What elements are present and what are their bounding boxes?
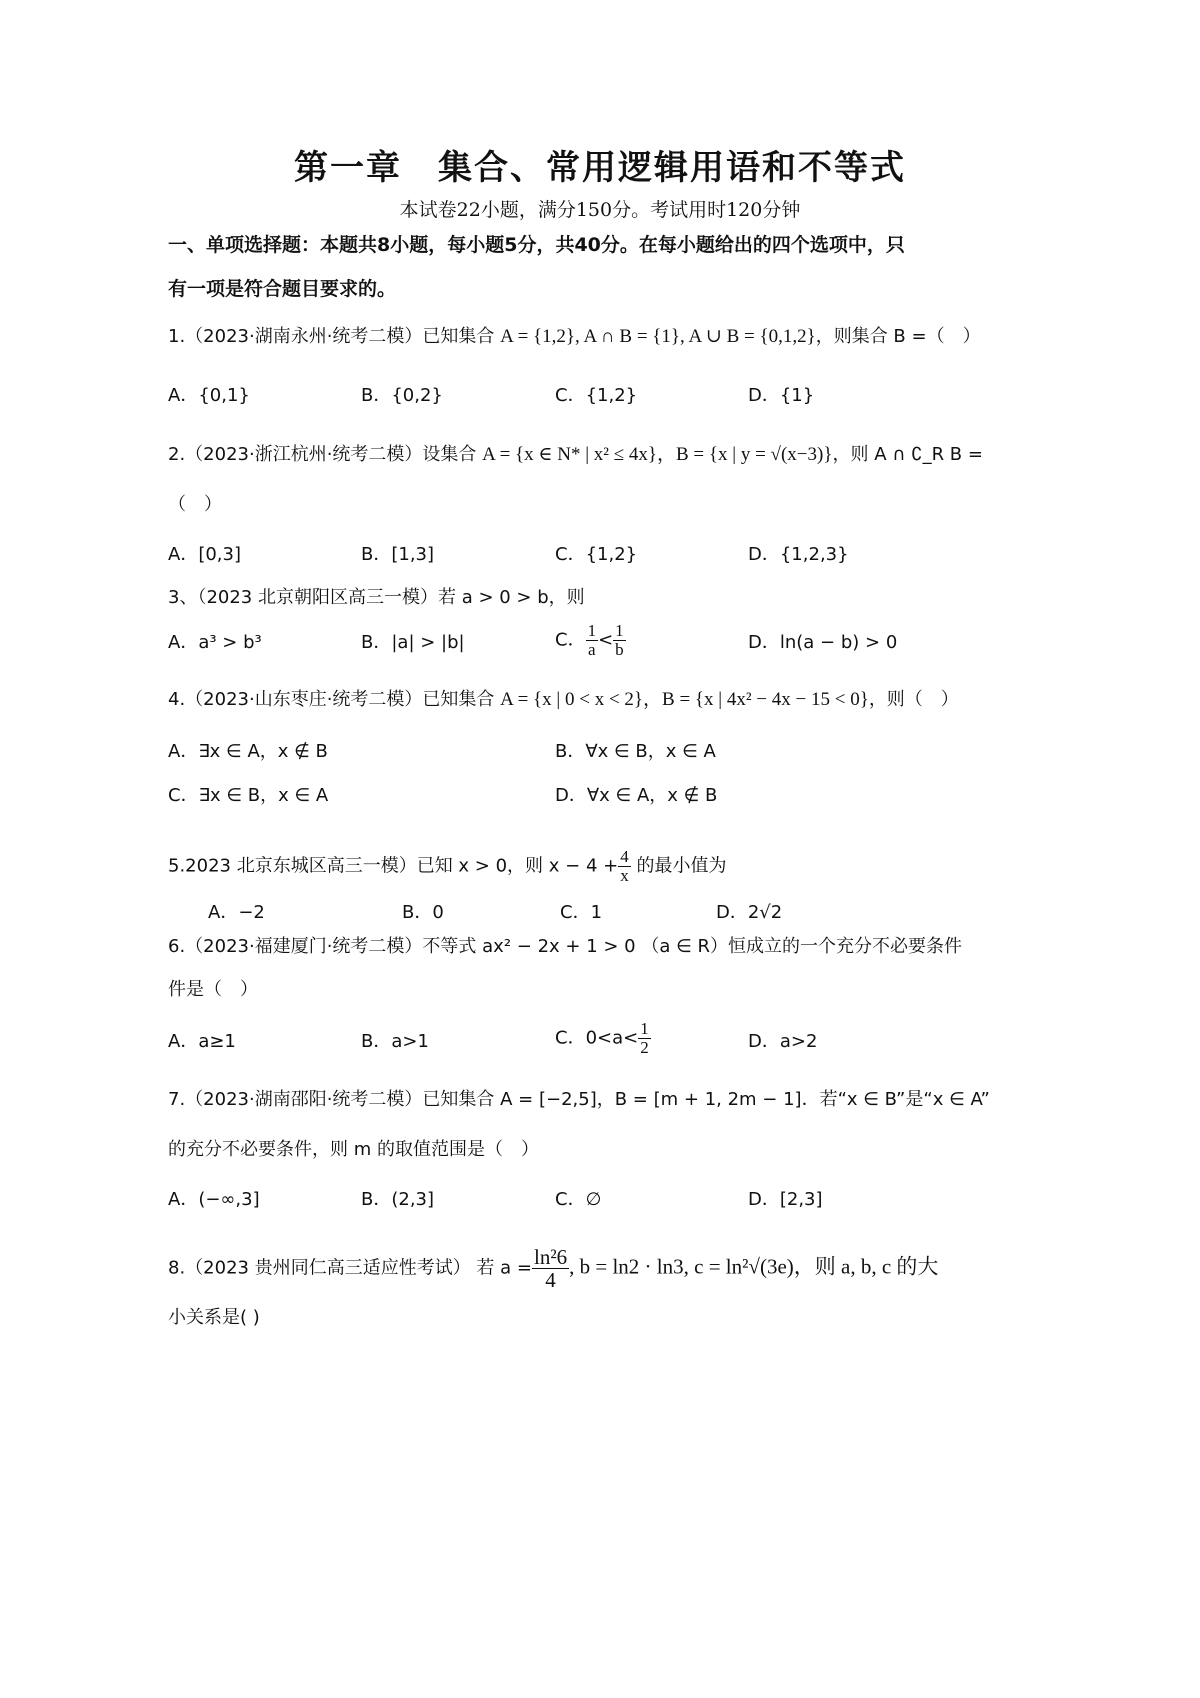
question-3: 3、（2023 北京朝阳区高三一模）若 a > 0 > b，则 xyxy=(168,587,585,608)
q3-option-c-label: C． xyxy=(555,629,586,651)
numerator: 1 xyxy=(615,621,624,640)
q5-option-b: B．0 xyxy=(402,902,444,923)
q1-tail: ，则集合 B =（ ） xyxy=(815,326,981,347)
q4-option-b: B．∀x ∈ B，x ∈ A xyxy=(555,741,716,762)
q5-option-a: A．−2 xyxy=(208,902,265,923)
denominator: x xyxy=(620,866,629,885)
question-1 xyxy=(168,325,981,349)
numerator: 1 xyxy=(640,1019,649,1038)
q2-option-d: D．{1,2,3} xyxy=(748,544,849,565)
fraction xyxy=(638,1020,651,1057)
denominator: b xyxy=(615,640,624,659)
question-2 xyxy=(168,443,983,467)
q1-option-a: A．{0,1} xyxy=(168,385,250,406)
q4-tail: ，则（ ） xyxy=(868,689,959,710)
q5-tail: 的最小值为 xyxy=(636,855,727,877)
q3-option-b: B．|a| > |b| xyxy=(361,632,465,653)
q8-tail: , b = ln2 · ln3, c = ln²√(3e)，则 a, b, c 的大 xyxy=(569,1254,939,1279)
q2-stem: 2.（2023·浙江杭州·统考二模）设集合 xyxy=(168,444,477,465)
q4-option-c: C．∃x ∈ B，x ∈ A xyxy=(168,785,329,806)
question-8 xyxy=(168,1246,938,1291)
q4-option-d: D．∀x ∈ A，x ∉ B xyxy=(555,785,718,806)
q2-option-b: B．[1,3] xyxy=(361,544,435,565)
question-4 xyxy=(168,688,959,712)
exam-info: 本试卷22小题，满分150分。考试用时120分钟 xyxy=(399,199,801,221)
q1-option-c: C．{1,2} xyxy=(555,385,638,406)
q7-option-a: A．(−∞,3] xyxy=(168,1189,260,1210)
q8-cont: 小关系是( ) xyxy=(168,1307,260,1328)
q2-math: A = {x ∈ N* | x² ≤ 4x}，B = {x | y = √(x−3)} xyxy=(482,444,833,465)
section-heading: 一、单项选择题：本题共8小题，每小题5分，共40分。在每小题给出的四个选项中，只 xyxy=(168,234,905,256)
denominator: 4 xyxy=(545,1268,556,1292)
q6-option-b: B．a>1 xyxy=(361,1031,429,1052)
q7-cont: 的充分不必要条件，则 m 的取值范围是（ ） xyxy=(168,1139,539,1160)
q6-cont: 件是（ ） xyxy=(168,979,258,1000)
q8-stem: 8.（2023 贵州同仁高三适应性考试） 若 a = xyxy=(168,1257,532,1279)
relation: < xyxy=(598,629,614,651)
q2-cont: （ ） xyxy=(168,494,222,515)
q2-option-c: C．{1,2} xyxy=(555,544,638,565)
q7-option-d: D．[2,3] xyxy=(748,1189,823,1210)
q1-option-b: B．{0,2} xyxy=(361,385,443,406)
denominator: a xyxy=(588,640,596,659)
question-6: 6.（2023·福建厦门·统考二模）不等式 ax² − 2x + 1 > 0 （a ∈ R）恒成立的一个充分不必要条件 xyxy=(168,936,963,957)
q1-option-d: D．{1} xyxy=(748,385,815,406)
q5-option-c: C．1 xyxy=(560,902,603,923)
q4-option-a: A．∃x ∈ A，x ∉ B xyxy=(168,741,328,762)
numerator: 4 xyxy=(620,847,629,866)
q5-stem: 5.2023 北京东城区高三一模）已知 x > 0，则 x − 4 + xyxy=(168,855,619,877)
fraction xyxy=(618,848,631,885)
q7-option-c: C．∅ xyxy=(555,1189,602,1210)
q1-math: A = {1,2}, A ∩ B = {1}, A ∪ B = {0,1,2} xyxy=(500,326,816,347)
q3-option-c xyxy=(555,622,626,659)
question-5 xyxy=(168,848,726,885)
q2-option-a: A．[0,3] xyxy=(168,544,241,565)
q6-option-a: A．a≥1 xyxy=(168,1031,236,1052)
q7-option-b: B．(2,3] xyxy=(361,1189,435,1210)
q3-option-d: D．ln(a − b) > 0 xyxy=(748,632,898,653)
numerator: 1 xyxy=(587,621,597,640)
q1-stem: 1.（2023·湖南永州·统考二模）已知集合 xyxy=(168,326,495,347)
fraction xyxy=(532,1246,569,1291)
q6-option-c xyxy=(555,1020,651,1057)
q3-option-a: A．a³ > b³ xyxy=(168,632,262,653)
chapter-title: 第一章 集合、常用逻辑用语和不等式 xyxy=(294,148,906,188)
q6-option-c-label: C．0<a< xyxy=(555,1027,639,1049)
question-7: 7.（2023·湖南邵阳·统考二模）已知集合 A = [−2,5]，B = [m + 1, 2m − 1]．若“x ∈ B”是“x ∈ A” xyxy=(168,1089,990,1110)
q5-option-d: D．2√2 xyxy=(716,902,783,923)
q4-stem: 4.（2023·山东枣庄·统考二模）已知集合 xyxy=(168,689,495,710)
q2-tail: ，则 A ∩ ∁_R B = xyxy=(832,444,983,465)
denominator: 2 xyxy=(640,1038,649,1057)
section-heading-cont: 有一项是符合题目要求的。 xyxy=(168,278,397,300)
q6-option-d: D．a>2 xyxy=(748,1031,818,1052)
fraction xyxy=(613,622,626,659)
q4-math: A = {x | 0 < x < 2}，B = {x | 4x² − 4x − 15 < 0} xyxy=(500,689,869,710)
fraction xyxy=(586,622,599,659)
numerator: ln²6 xyxy=(533,1245,568,1269)
